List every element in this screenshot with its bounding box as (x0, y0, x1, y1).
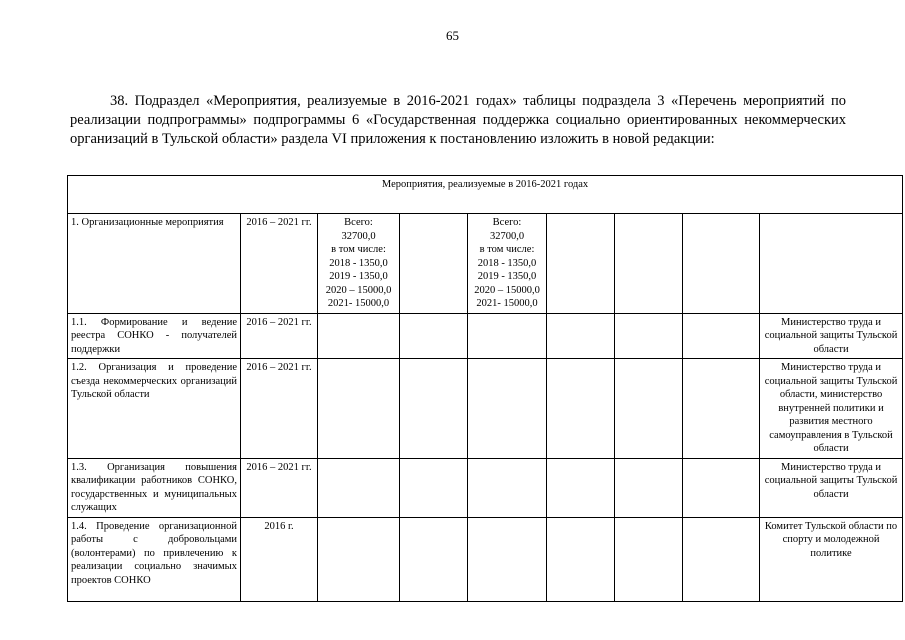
empty-cell (400, 517, 468, 601)
responsible-cell: Министерство труда и социальной защиты Тульской области (760, 313, 903, 359)
empty-cell (683, 517, 760, 601)
empty-cell (547, 313, 615, 359)
responsible-cell: Комитет Тульской области по спорту и молодежной политике (760, 517, 903, 601)
period-cell: 2016 – 2021 гг. (241, 313, 318, 359)
empty-cell (547, 458, 615, 517)
funding-line: 2019 - 1350,0 (329, 271, 388, 282)
empty-cell (400, 313, 468, 359)
page-number: 65 (446, 28, 459, 43)
period-cell: 2016 г. (241, 517, 318, 601)
table-body (68, 214, 903, 602)
funding-cell (318, 214, 400, 314)
funding-line: 2018 - 1350,0 (329, 257, 388, 269)
table-row (68, 458, 903, 517)
empty-cell (400, 458, 468, 517)
measure-name-cell: 1.3. Организация повышения квалификации работников СОНКО, государственных и муниципальных служащих (68, 458, 241, 517)
measure-name-cell: 1.1. Формирование и ведение реестра СОНКО - получателей поддержки (68, 313, 241, 359)
funding-cell (468, 359, 547, 459)
measures-table (67, 175, 903, 602)
table-header: Мероприятия, реализуемые в 2016-2021 годах (68, 176, 903, 214)
empty-cell (683, 359, 760, 459)
empty-cell (547, 517, 615, 601)
empty-cell (400, 359, 468, 459)
funding-line: 2021- 15000,0 (476, 298, 538, 309)
funding-line: 32700,0 (489, 230, 525, 242)
empty-cell (547, 359, 615, 459)
funding-cell (318, 359, 400, 459)
table-row (68, 313, 903, 359)
funding-line: 2019 - 1350,0 (477, 271, 537, 282)
funding-cell (318, 458, 400, 517)
funding-line: 32700,0 (341, 230, 376, 242)
measure-name-cell: 1.2. Организация и проведение съезда некоммерческих организаций Тульской области (68, 359, 241, 459)
empty-cell (615, 458, 683, 517)
empty-cell (683, 458, 760, 517)
responsible-cell (760, 214, 903, 314)
funding-cell (468, 458, 547, 517)
intro-paragraph: 38. Подраздел «Мероприятия, реализуемые в 2016-2021 годах» таблицы подраздела 3 «Перечень мероприятий по реализации подпрограммы» подпрограммы 6 «Государственная поддержка социально ориентированных некоммерческих организаций в Тульской области» раздела VI приложения к постановлению изложить в новой редакции: (70, 93, 846, 147)
funding-line: 2020 – 15000,0 (474, 284, 540, 296)
funding-cell (468, 313, 547, 359)
funding-cell (318, 313, 400, 359)
funding-line: Всего: (344, 217, 373, 228)
funding-line: в том числе: (479, 244, 535, 255)
empty-cell (615, 313, 683, 359)
empty-cell (547, 214, 615, 314)
table-row (68, 214, 903, 314)
table-row (68, 517, 903, 601)
funding-line: 2020 – 15000,0 (325, 284, 392, 296)
empty-cell (615, 359, 683, 459)
measure-name-cell: 1.4. Проведение организационной работы с добровольцами (волонтерами) по привлечению к реализации социально значимых проектов СОНКО (68, 517, 241, 601)
funding-line: в том числе: (331, 244, 386, 255)
funding-cell (468, 214, 547, 314)
funding-cell (318, 517, 400, 601)
funding-cell (468, 517, 547, 601)
empty-cell (615, 517, 683, 601)
period-cell: 2016 – 2021 гг. (241, 214, 318, 314)
empty-cell (683, 313, 760, 359)
period-cell: 2016 – 2021 гг. (241, 458, 318, 517)
period-cell: 2016 – 2021 гг. (241, 359, 318, 459)
measure-name-cell: 1. Организационные мероприятия (68, 214, 241, 314)
empty-cell (615, 214, 683, 314)
responsible-cell: Министерство труда и социальной защиты Тульской области, министерство внутренней политики и развития местного самоуправления в Тульской области (760, 359, 903, 459)
table-row (68, 359, 903, 459)
funding-line: 2021- 15000,0 (327, 298, 390, 309)
funding-line: Всего: (492, 217, 522, 228)
empty-cell (400, 214, 468, 314)
funding-line: 2018 - 1350,0 (477, 257, 537, 269)
responsible-cell: Министерство труда и социальной защиты Тульской области (760, 458, 903, 517)
empty-cell (683, 214, 760, 314)
